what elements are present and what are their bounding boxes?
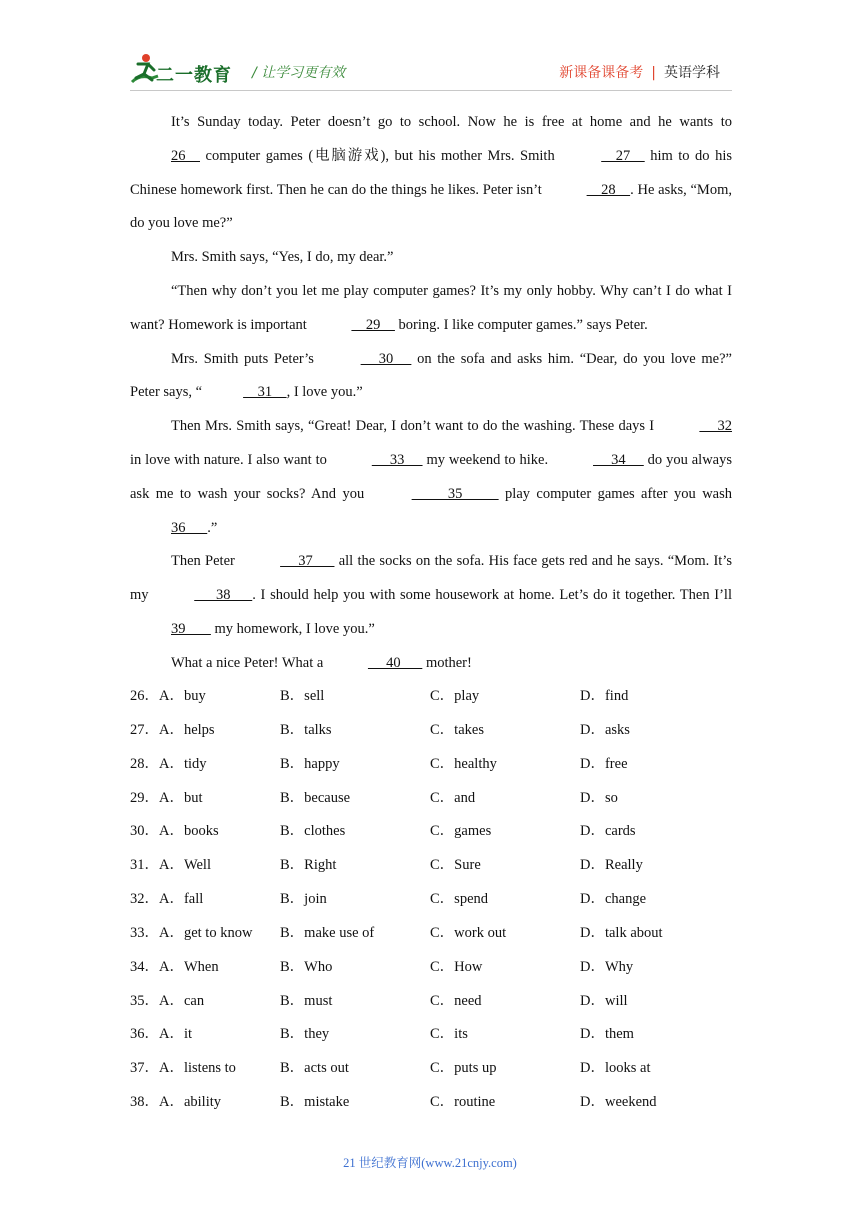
option-d: D．will: [580, 992, 628, 1009]
option-b: B．Who: [280, 958, 333, 975]
option-a: A．get to know: [159, 924, 253, 941]
option-row: [130, 782, 732, 816]
option-b: B．clothes: [280, 823, 346, 840]
option-row: [130, 849, 732, 883]
header-subject: [559, 62, 720, 82]
answer-options: [130, 680, 732, 1120]
paragraph-1: [130, 106, 732, 241]
page-header: [130, 52, 732, 88]
option-d: D．weekend: [580, 1094, 657, 1111]
option-d: D．find: [580, 688, 629, 704]
option-a: A．When: [159, 958, 219, 975]
option-c: C．work out: [430, 924, 507, 941]
text: do you always ask me to wash your socks? And you: [130, 451, 733, 502]
blank-32: 32: [699, 418, 732, 435]
option-a: A．tidy: [159, 755, 207, 772]
option-b: B．happy: [280, 755, 340, 772]
text: . I should help you with some housework at home. Let’s do it together. Then I’ll: [252, 587, 732, 604]
text: him to do his Chinese homework first. Then he can do the things he likes. Peter isn’t: [130, 147, 732, 198]
question-number: 32．: [130, 891, 159, 908]
question-number: 31．: [130, 857, 159, 874]
option-row: [130, 1018, 732, 1052]
text: play computer games after you wash: [498, 485, 733, 502]
option-b: B．make use of: [280, 924, 375, 941]
header-separator: |: [651, 65, 656, 81]
blank-29: 29: [351, 316, 395, 333]
option-c: C．games: [430, 823, 492, 840]
option-c: C．and: [430, 789, 476, 806]
blank-35: 35: [411, 485, 499, 502]
text: Then Peter: [171, 553, 240, 570]
blank-36: 36: [171, 519, 208, 536]
option-row: [130, 1052, 732, 1086]
question-number: 29．: [130, 789, 159, 806]
option-row: [130, 815, 732, 849]
header-course-label: 新课备课备考: [559, 65, 644, 81]
option-d: D．asks: [580, 721, 630, 738]
option-a: A．helps: [159, 721, 215, 738]
option-a: A．Well: [159, 857, 211, 874]
option-d: D．change: [580, 891, 647, 908]
option-d: D．them: [580, 1026, 634, 1043]
option-b: B．join: [280, 891, 327, 908]
text: computer games (电脑游戏), but his mother Mrs. Smith: [200, 147, 561, 164]
option-b: B．acts out: [280, 1060, 349, 1077]
blank-30: 30: [360, 350, 412, 367]
option-row: [130, 951, 732, 985]
blank-34: 34: [593, 451, 644, 468]
text: on the sofa and asks him. “Dear, do you love me?” Peter says, “: [130, 350, 732, 401]
text: mother!: [422, 654, 472, 671]
text: my weekend to hike.: [422, 451, 553, 468]
option-d: D．so: [580, 789, 618, 806]
option-b: B．must: [280, 992, 333, 1009]
option-row: [130, 883, 732, 917]
blank-28: 28: [586, 181, 631, 198]
option-c: C．spend: [430, 891, 488, 908]
option-b: B．mistake: [280, 1094, 350, 1111]
blank-40: 40: [367, 654, 423, 671]
text: Then Mrs. Smith says, “Great! Dear, I don’t want to do the washing. These days I: [171, 418, 659, 435]
blank-33: 33: [371, 451, 423, 468]
paragraph-7: [130, 647, 732, 681]
option-c: C．puts up: [430, 1060, 497, 1077]
question-number: 35．: [130, 992, 159, 1009]
option-a: A．can: [159, 992, 205, 1009]
option-c: C．routine: [430, 1094, 496, 1111]
text: It’s Sunday today. Peter doesn’t go to school. Now he is free at home and he wants to: [171, 114, 732, 130]
option-row: [130, 917, 732, 951]
logo-text: 二一教育: [156, 65, 232, 86]
paragraph-5: [130, 410, 732, 545]
text: .”: [207, 519, 218, 536]
paragraph-6: [130, 545, 732, 646]
text: in love with nature. I also want to: [130, 451, 331, 468]
option-b: B．sell: [280, 688, 325, 704]
option-d: D．Really: [580, 857, 643, 874]
option-d: D．Why: [580, 958, 634, 975]
option-a: A．ability: [159, 1094, 222, 1111]
option-d: D．free: [580, 755, 628, 772]
option-a: A．but: [159, 789, 203, 806]
question-number: 30．: [130, 823, 159, 840]
blank-26: 26: [171, 147, 200, 164]
option-a: A．it: [159, 1026, 193, 1043]
option-b: B．they: [280, 1026, 330, 1043]
option-c: C．healthy: [430, 755, 497, 772]
blank-37: 37: [280, 553, 335, 570]
option-d: D．looks at: [580, 1060, 651, 1077]
text: What a nice Peter! What a: [171, 654, 327, 671]
option-c: C．play: [430, 688, 480, 704]
question-number: 36．: [130, 1026, 159, 1043]
option-a: A．buy: [159, 688, 206, 704]
option-c: C．need: [430, 992, 482, 1009]
blank-27: 27: [601, 147, 645, 164]
paragraph-4: [130, 343, 732, 411]
text: , I love you.”: [286, 384, 363, 401]
text: all the socks on the sofa. His face gets red and he says. “Mom. It’s my: [130, 553, 732, 604]
text: . He asks, “Mom, do you love me?”: [130, 181, 732, 232]
cloze-passage: [130, 106, 732, 681]
option-c: C．Sure: [430, 857, 481, 874]
text: boring. I like computer games.” says Peter.: [394, 316, 648, 333]
question-number: 26．: [130, 688, 159, 704]
blank-31: 31: [243, 384, 287, 401]
option-row: [130, 680, 732, 714]
question-number: 34．: [130, 958, 159, 975]
question-number: 28．: [130, 755, 159, 772]
option-a: A．fall: [159, 891, 204, 908]
footer-source: 21 世纪教育网(www.21cnjy.com): [343, 1156, 517, 1170]
blank-38: 38: [194, 587, 253, 604]
option-row: [130, 714, 732, 748]
option-b: B．Right: [280, 857, 337, 874]
paragraph-2: Mrs. Smith says, “Yes, I do, my dear.”: [171, 249, 394, 266]
option-a: A．listens to: [159, 1060, 236, 1077]
question-number: 33．: [130, 924, 159, 941]
option-c: C．takes: [430, 721, 484, 738]
option-a: A．books: [159, 823, 219, 840]
text: “Then why don’t you let me play computer games? It’s my only hobby. Why can’t I do what I want? Homework is important: [130, 282, 732, 333]
option-row: [130, 748, 732, 782]
logo: [130, 52, 240, 88]
option-c: C．its: [430, 1026, 468, 1043]
question-number: 38．: [130, 1094, 159, 1111]
text: my homework, I love you.”: [210, 620, 375, 637]
question-number: 37．: [130, 1060, 159, 1077]
option-d: D．cards: [580, 823, 636, 840]
option-d: D．talk about: [580, 924, 663, 941]
option-b: B．talks: [280, 721, 332, 738]
option-row: [130, 985, 732, 1019]
blank-39: 39: [171, 620, 211, 637]
paragraph-3: [130, 275, 732, 343]
question-number: 27．: [130, 721, 159, 738]
slogan: / 让学习更有效: [252, 65, 346, 81]
option-b: B．because: [280, 789, 351, 806]
header-subject-label: 英语学科: [664, 65, 720, 81]
header-divider: [130, 90, 732, 91]
option-c: C．How: [430, 958, 483, 975]
option-row: [130, 1086, 732, 1120]
text: Mrs. Smith puts Peter’s: [171, 350, 320, 367]
